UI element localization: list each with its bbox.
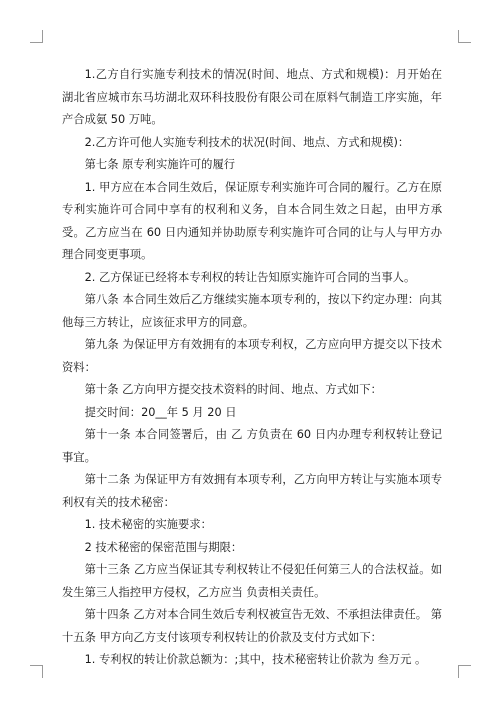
crop-mark-top-right [458, 30, 471, 43]
article-14-15: 第十四条 乙方对本合同生效后专利权被宣告无效、不承担法律责任。 第十五条 甲方向乙方支付该项专利权转让的价款及支付方式如下： [62, 608, 442, 644]
document-body [62, 64, 442, 672]
article-12-item-1: 1. 技术秘密的实施要求： [84, 518, 212, 531]
article-15-item-1: 1. 专利权的转让价款总额为：;其中，技术秘密转让价款为 叁万元 。 [84, 653, 427, 666]
article-8: 第八条 本合同生效后乙方继续实施本项专利的，按以下约定办理：向其他每三方转让，应该征求甲方的同意。 [62, 293, 442, 329]
article-10: 第十条 乙方向甲方提交技术资料的时间、地点、方式如下： [84, 383, 382, 396]
submission-time: 提交时间：20__年 5 月 20 日 [84, 405, 237, 419]
article-12-item-2: 2 技术秘密的保密范围与期限： [84, 540, 243, 554]
article-12: 第十二条 为保证甲方有效拥有本项专利，乙方向甲方转让与实施本项专利权有关的技术秘密： [62, 473, 442, 509]
article-7-clause-1: 1. 甲方应在本合同生效后，保证原专利实施许可合同的履行。乙方在原专利实施许可合同中享有的权利和义务，自本合同生效之日起，由甲方承受。乙方应当在 60 日内通知并协助原专利实施许可合同的让与人与甲方办理合同变更事项。 [62, 180, 442, 261]
crop-mark-bottom-right [458, 665, 471, 678]
article-9: 第九条 为保证甲方有效拥有的本项专利权，乙方应向甲方提交以下技术资料： [62, 338, 442, 374]
crop-mark-top-left [30, 30, 43, 43]
article-7-clause-2: 2. 乙方保证已经将本专利权的转让告知原实施许可合同的当事人。 [84, 270, 416, 284]
article-7-heading: 第七条 原专利实施许可的履行 [84, 158, 236, 171]
paragraph-self-implementation: 1.乙方自行实施专利技术的情况(时间、地点、方式和规模)：月开始在湖北省应城市东马坊湖北双环科技股份有限公司在原料气制造工序实施，年产合成氨 50 万吨。 [62, 68, 442, 126]
article-13: 第十三条 乙方应当保证其专利权转让不侵犯任何第三人的合法权益。如发生第三人指控甲方侵权，乙方应当 负责相关责任。 [62, 563, 442, 599]
article-11: 第十一条 本合同签署后，由 乙 方负责在 60 日内办理专利权转让登记事宜。 [62, 428, 442, 464]
paragraph-license-to-others: 2.乙方许可他人实施专利技术的状况(时间、地点、方式和规模)： [84, 135, 410, 149]
crop-mark-bottom-left [30, 665, 43, 678]
